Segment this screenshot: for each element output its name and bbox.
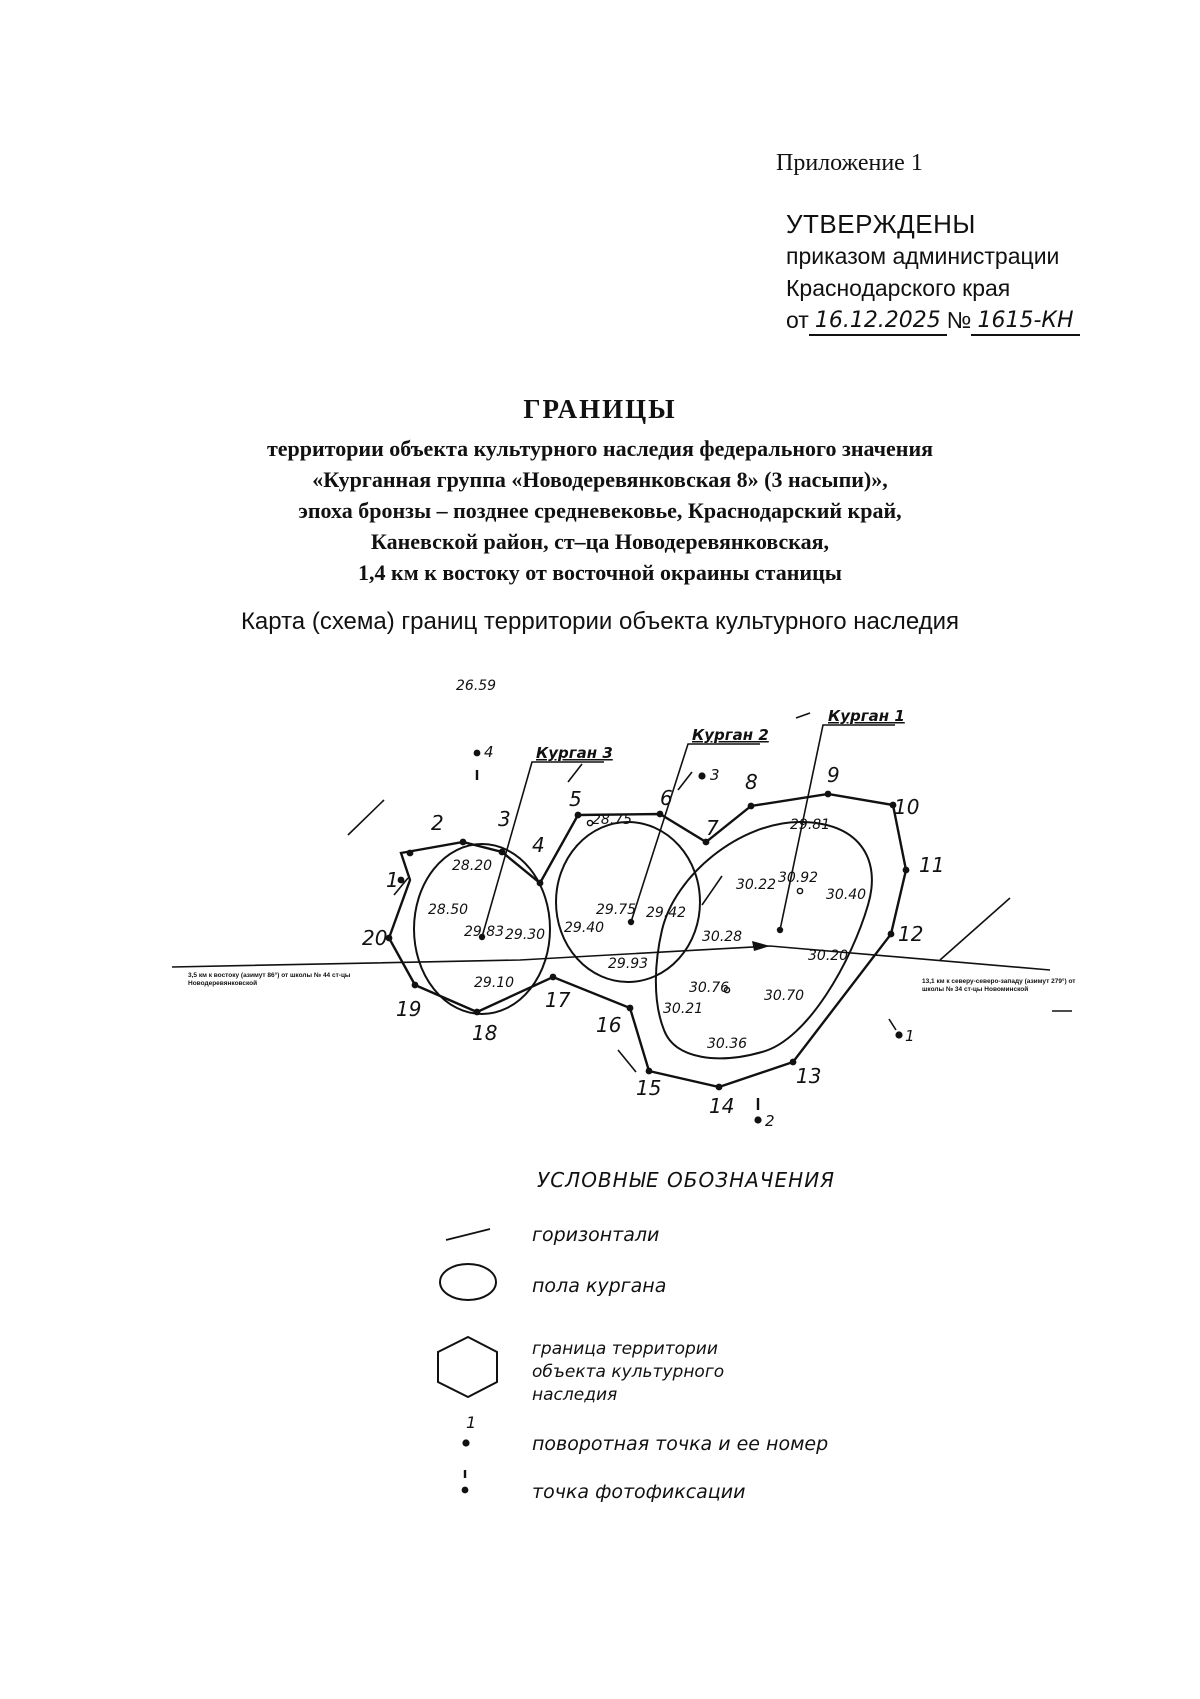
turn-point-marker: [412, 982, 419, 989]
turn-point-label: 2: [431, 811, 444, 835]
turn-point-marker: [474, 1009, 481, 1016]
territory-boundary: [389, 794, 906, 1087]
note-right: 13,1 км к северу-северо-западу (азимут 279°) от школы № 34 ст-цы Новоминской: [922, 978, 1076, 993]
legend-photo-point-text: точка фотофиксации: [532, 1481, 746, 1503]
legend-floor-symbol: [440, 1264, 496, 1300]
title-line-3: эпоха бронзы – позднее средневековье, Краснодарский край,: [298, 498, 902, 523]
turn-point-marker: [550, 974, 557, 981]
legend-turn-point-text: поворотная точка и ее номер: [532, 1433, 829, 1455]
handwritten-number: 1615-КН: [971, 308, 1079, 336]
elevation-label: 30.21: [663, 1001, 704, 1017]
elevation-label: 30.28: [702, 929, 743, 945]
turn-point-marker: [748, 803, 755, 810]
approved-heading: УТВЕРЖДЕНЫ: [786, 209, 976, 239]
turn-point-marker: [825, 791, 832, 798]
turn-point-marker: [888, 931, 895, 938]
turn-point-label: 14: [709, 1094, 735, 1118]
elevation-label: 30.92: [778, 870, 819, 886]
direction-arrow-icon: [752, 941, 770, 951]
elevation-label: 29.10: [474, 975, 515, 991]
turn-point-marker: [499, 849, 506, 856]
elevation-label: 29.42: [646, 905, 687, 921]
turn-point-label: 17: [545, 988, 571, 1012]
turn-point-label: 18: [472, 1021, 498, 1045]
turn-point-label: 20: [362, 926, 388, 950]
date-prefix: от: [786, 307, 809, 333]
turn-point-label: 13: [796, 1064, 822, 1088]
photo-point-label: 2: [765, 1112, 775, 1130]
turn-point-label: 6: [660, 786, 673, 810]
elevation-label: 30.20: [808, 948, 849, 964]
title-line-4: Каневской район, ст–ца Новодеревянковская,: [370, 529, 830, 554]
title-line-5: 1,4 км к востоку от восточной окраины станицы: [358, 560, 842, 585]
elevation-label: 28.75: [592, 812, 633, 828]
turn-point-marker: [903, 867, 910, 874]
elevation-label: 30.22: [736, 877, 777, 893]
elevation-label: 30.76: [689, 980, 730, 996]
turn-point-label: 1: [386, 868, 399, 892]
turn-point-marker: [460, 839, 467, 846]
turn-point-marker: [646, 1068, 653, 1075]
turn-point-label: 15: [636, 1076, 662, 1100]
turn-point-label: 19: [396, 997, 422, 1021]
turn-point-label: 4: [532, 833, 545, 857]
turn-point-label: 7: [706, 816, 719, 840]
legend-photo-point-symbol: [462, 1487, 469, 1494]
title-line-1: территории объекта культурного наследия федерального значения: [266, 436, 934, 461]
approved-line-2: Краснодарского края: [786, 275, 1011, 301]
turn-point-label: 3: [498, 807, 511, 831]
legend-turn-point-number: 1: [466, 1413, 477, 1432]
turn-point-marker: [537, 880, 544, 887]
elevation-label: 29.30: [505, 927, 546, 943]
elevation-label: 30.36: [707, 1036, 748, 1052]
elevation-label: 29.40: [564, 920, 605, 936]
legend-contours-text: горизонтали: [532, 1224, 660, 1246]
legend-boundary-line-3: наследия: [532, 1385, 618, 1405]
turn-point-labels: [362, 763, 944, 1118]
legend-turn-point-symbol: [462, 1439, 469, 1446]
elevation-labels: [428, 678, 866, 1052]
note-left: 3,5 км к востоку (азимут 86°) от школы № 44 ст-цы Новодеревянковской: [188, 972, 351, 987]
photo-point-labels: [484, 743, 915, 1130]
turn-point-marker: [627, 1005, 634, 1012]
kurgan-labels: [536, 707, 905, 762]
legend-boundary-symbol: [438, 1337, 497, 1397]
title-line-2: «Курганная группа «Новодеревянковская 8» (3 насыпи)»,: [312, 467, 888, 492]
elevation-label: 28.20: [452, 858, 493, 874]
legend-boundary-line-2: объекта культурного: [532, 1362, 725, 1382]
turn-point-label: 16: [596, 1013, 622, 1037]
turn-point-label: 11: [919, 853, 945, 877]
appendix-label: Приложение 1: [776, 150, 923, 176]
legend-floor-text: пола кургана: [532, 1275, 667, 1297]
legend-boundary-line-1: граница территории: [532, 1339, 718, 1359]
map-subtitle: Карта (схема) границ территории объекта культурного наследия: [240, 608, 960, 635]
turn-points: [386, 791, 910, 1091]
legend-contour-symbol: [446, 1229, 490, 1240]
turn-point-label: 9: [827, 763, 840, 787]
turn-point-marker: [657, 811, 664, 818]
photo-point-label: 3: [710, 766, 720, 784]
elevation-label: 28.50: [428, 902, 469, 918]
legend-boundary-text: [532, 1338, 724, 1407]
title-main: ГРАНИЦЫ: [523, 394, 677, 424]
elevation-label: 29.83: [464, 924, 505, 940]
elevation-label: 29.75: [596, 902, 637, 918]
legend-title: УСЛОВНЫЕ ОБОЗНАЧЕНИЯ: [537, 1168, 836, 1192]
turn-point-label: 8: [745, 770, 758, 794]
number-prefix: №: [946, 307, 972, 333]
kurgan-3-label: Курган 3: [536, 744, 613, 762]
photo-point-label: 1: [905, 1027, 915, 1045]
turn-point-marker: [407, 850, 414, 857]
elevation-label: 30.70: [764, 988, 805, 1004]
turn-point-marker: [575, 812, 582, 819]
turn-point-label: 10: [894, 795, 920, 819]
elevation-label: 29.93: [608, 956, 649, 972]
approved-line-1: приказом администрации: [786, 243, 1060, 269]
turn-point-marker: [716, 1084, 723, 1091]
turn-point-label: 5: [569, 787, 582, 811]
kurgan-1-label: Курган 1: [828, 707, 905, 725]
handwritten-date: 16.12.2025: [809, 308, 947, 336]
kurgan-2-label: Курган 2: [692, 726, 769, 744]
elevation-label: 29.81: [790, 817, 831, 833]
turn-point-label: 12: [898, 922, 924, 946]
elevation-top: 26.59: [456, 678, 497, 694]
photo-point-label: 4: [484, 743, 494, 761]
elevation-label: 30.40: [826, 887, 867, 903]
